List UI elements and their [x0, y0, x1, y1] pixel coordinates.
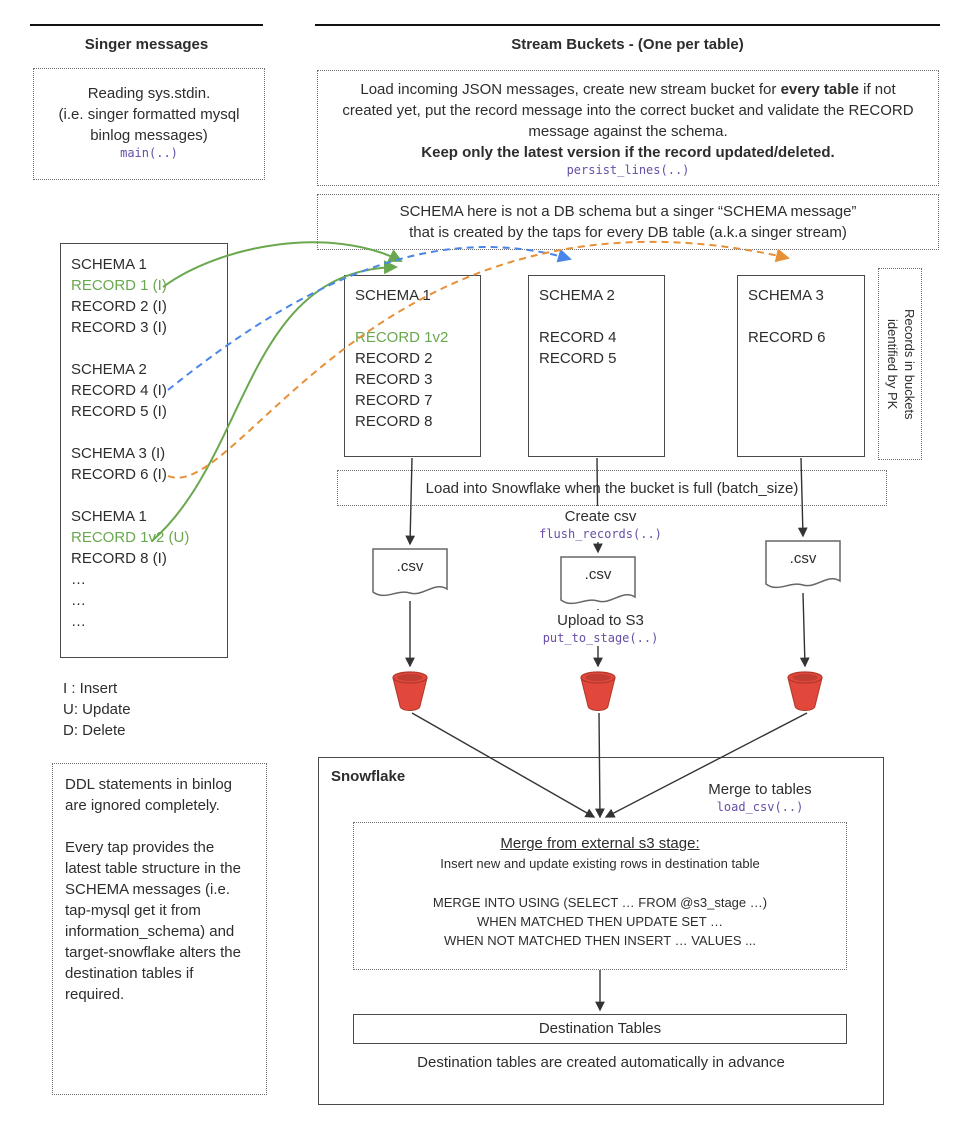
bucket-record: RECORD 7 — [355, 392, 433, 409]
list-item: RECORD 5 (I) — [71, 403, 167, 420]
ddl-note — [52, 763, 267, 1095]
list-item: RECORD 1 (I) — [71, 277, 167, 294]
csv-file-label: .csv — [584, 566, 612, 583]
bucket-record: RECORD 4 — [539, 329, 617, 346]
list-item: RECORD 2 (I) — [71, 298, 167, 315]
ddl-note-spacer — [65, 816, 254, 837]
load-csv-fn-label: load_csv(..) — [716, 800, 804, 814]
merge-sql-line: WHEN MATCHED THEN UPDATE SET … — [476, 914, 724, 929]
stdin-note — [33, 68, 265, 180]
stdin-note-line: binlog messages) — [90, 127, 208, 144]
legend-item: D: Delete — [63, 722, 126, 739]
legend-item: U: Update — [63, 701, 131, 718]
ddl-note-para2: Every tap provides the latest table structure in the SCHEMA messages (i.e. tap-mysql get it from information_schema) and target-snowflake alters the destination tables if required. — [65, 839, 241, 1003]
destination-tables-box: Destination Tables — [353, 1014, 847, 1044]
stream-bucket-1 — [344, 275, 481, 457]
persist-bold-line: Keep only the latest version if the record updated/deleted. — [421, 144, 835, 161]
bucket-spacer — [748, 306, 864, 327]
bucket-record: RECORD 6 — [748, 329, 826, 346]
list-item: RECORD 4 (I) — [71, 382, 167, 399]
bucket-header: SCHEMA 3 — [748, 287, 824, 304]
stream-bucket-2 — [528, 275, 665, 457]
stdin-note-line: Reading sys.stdin. — [87, 85, 211, 102]
legend-item: I : Insert — [63, 680, 118, 697]
arrow-csv3-to-s3 — [803, 593, 805, 666]
bucket-spacer — [355, 306, 480, 327]
persist-description — [334, 79, 922, 142]
list-item: SCHEMA 1 — [71, 508, 147, 525]
csv-file-label: .csv — [789, 550, 817, 567]
list-item: … — [71, 613, 86, 630]
merge-to-tables-text: Merge to tables — [708, 781, 812, 798]
bucket-record: RECORD 8 — [355, 413, 433, 430]
s3-bucket-icon — [391, 670, 429, 712]
schema-note-line: SCHEMA here is not a DB schema but a singer “SCHEMA message” — [399, 203, 857, 220]
bucket-spacer — [539, 306, 664, 327]
legend — [63, 678, 203, 741]
upload-s3-text: Upload to S3 — [557, 612, 644, 629]
merge-sql-line: WHEN NOT MATCHED THEN INSERT … VALUES ... — [443, 933, 757, 948]
list-item — [71, 422, 227, 443]
list-item: RECORD 8 (I) — [71, 550, 167, 567]
list-item: RECORD 3 (I) — [71, 319, 167, 336]
pk-note-line: identified by PK — [885, 318, 900, 410]
persist-text: Load incoming JSON messages, create new stream bucket for — [360, 81, 781, 98]
list-item: RECORD 6 (I) — [71, 466, 167, 483]
schema-message-note — [317, 194, 939, 250]
upload-s3-label — [528, 610, 673, 646]
bucket-record: RECORD 1v2 — [355, 329, 449, 346]
stream-bucket-3 — [737, 275, 865, 457]
singer-messages-title: Singer messages — [84, 36, 209, 53]
s3-bucket-icon — [579, 670, 617, 712]
merge-stage-note — [353, 822, 847, 970]
list-item: … — [71, 571, 86, 588]
load-note-text: Load into Snowflake when the bucket is full (batch_size) — [425, 480, 799, 497]
bucket-record: RECORD 2 — [355, 350, 433, 367]
persist-note — [317, 70, 939, 186]
main-fn-label: main(..) — [120, 146, 178, 160]
list-item — [71, 338, 227, 359]
merge-sql-line: MERGE INTO USING (SELECT … FROM @s3_stage …) — [432, 895, 768, 910]
list-item: SCHEMA 3 (I) — [71, 445, 166, 462]
schema-note-line: that is created by the taps for every DB table (a.k.a singer stream) — [409, 224, 847, 241]
merge-to-tables-label — [690, 779, 830, 814]
create-csv-text: Create csv — [564, 508, 637, 525]
s3-bucket-icon — [786, 670, 824, 712]
merge-stage-spacer — [354, 873, 846, 893]
pk-note-line: Records in buckets — [902, 308, 917, 420]
csv-file-icon — [560, 556, 636, 608]
snowflake-title: Snowflake — [331, 768, 406, 785]
right-column-rule — [315, 24, 940, 26]
stdin-note-line: (i.e. singer formatted mysql — [58, 106, 240, 123]
list-item — [71, 485, 227, 506]
bucket-header: SCHEMA 1 — [355, 287, 431, 304]
list-item: RECORD 1v2 (U) — [71, 529, 190, 546]
csv-file-icon — [765, 540, 841, 592]
left-column-rule — [30, 24, 263, 26]
bucket-header: SCHEMA 2 — [539, 287, 615, 304]
stream-buckets-title: Stream Buckets - (One per table) — [511, 36, 744, 53]
singer-message-list — [60, 243, 228, 658]
list-item: … — [71, 592, 86, 609]
bucket-record: RECORD 3 — [355, 371, 433, 388]
put-to-stage-fn-label: put_to_stage(..) — [542, 631, 659, 645]
ddl-note-para1: DDL statements in binlog are ignored completely. — [65, 776, 233, 814]
merge-stage-subtitle: Insert new and update existing rows in destination table — [440, 856, 760, 871]
merge-stage-title: Merge from external s3 stage: — [500, 835, 700, 852]
persist-fn-label: persist_lines(..) — [566, 163, 690, 177]
csv-file-label: .csv — [396, 558, 424, 575]
persist-bold-inline: every table — [780, 81, 859, 98]
load-note — [337, 470, 887, 506]
destination-tables-note: Destination tables are created automatically in advance — [417, 1054, 785, 1071]
persist-text: if not created yet, put the record message into the correct bucket and validate the RECORD message against the schema. — [342, 81, 914, 140]
bucket-record: RECORD 5 — [539, 350, 617, 367]
create-csv-label — [528, 506, 673, 542]
csv-file-icon — [372, 548, 448, 600]
list-item: SCHEMA 2 — [71, 361, 147, 378]
list-item: SCHEMA 1 — [71, 256, 147, 273]
pk-note — [878, 268, 922, 460]
flush-records-fn-label: flush_records(..) — [539, 527, 662, 541]
